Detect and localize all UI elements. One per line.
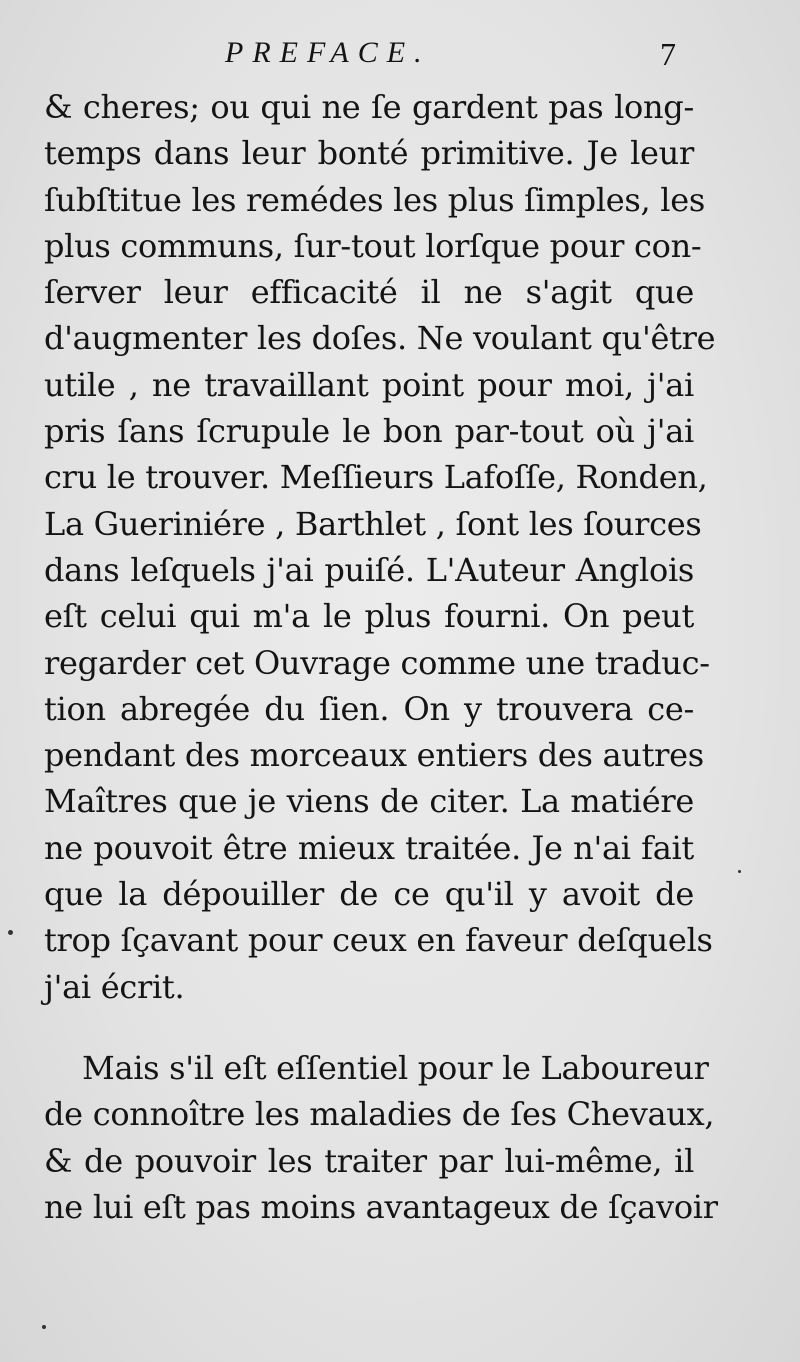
text-line: La Gueriniére , Barthlet , ſont les ſources [44,504,702,543]
text-line: utile , ne travaillant point pour moi, j'ai [44,365,694,404]
ink-speck [8,930,13,935]
text-line: pris ſans ſcrupule le bon par-tout où j'ai [44,412,694,451]
text-line: cru le trouver. Meſſieurs Lafoſſe, Ronden, [44,458,708,497]
text-line: de connoître les maladies de ſes Chevaux, [44,1095,715,1134]
text-line: trop ſçavant pour ceux en faveur deſquels [44,921,713,960]
text-line: ſubſtitue les remédes les plus ſimples, les [44,180,705,219]
text-line: ne pouvoit être mieux traitée. Je n'ai fait [44,828,694,867]
running-title: PREFACE. [225,36,431,69]
text-line: ne lui eſt pas moins avantageux de ſçavoir [44,1187,718,1226]
paragraph-2 [44,1045,718,1230]
text-line: temps dans leur bonté primitive. Je leur [44,134,694,173]
text-line: tion abregée du ſien. On y trouvera ce- [44,689,694,728]
text-line: Mais s'il eſt eſſentiel pour le Laboureur [82,1049,709,1087]
text-line: & cheres; ou qui ne ſe gardent pas long- [44,88,694,126]
text-line: pendant des morceaux entiers des autres [44,736,704,775]
text-line: Maîtres que je viens de citer. La matiére [44,782,694,821]
text-line: regarder cet Ouvrage comme une traduc- [44,643,710,682]
ink-speck [42,1325,46,1329]
page-number: 7 [660,36,676,72]
paragraph-1 [44,84,716,1010]
text-line: dans leſquels j'ai puiſé. L'Auteur Anglois [44,550,694,589]
text-line: que la dépouiller de ce qu'il y avoit de [44,875,694,914]
ink-speck [738,870,741,873]
text-line: ſerver leur efficacité il ne s'agit que [44,273,694,312]
text-line: eſt celui qui m'a le plus fourni. On peut [44,597,694,636]
text-line: plus communs, ſur-tout lorſque pour con- [44,226,702,265]
text-line: j'ai écrit. [44,967,185,1006]
text-line: d'augmenter les doſes. Ne voulant qu'être [44,319,716,358]
text-line: & de pouvoir les traiter par lui-même, il [44,1141,694,1180]
page-header [0,36,800,86]
